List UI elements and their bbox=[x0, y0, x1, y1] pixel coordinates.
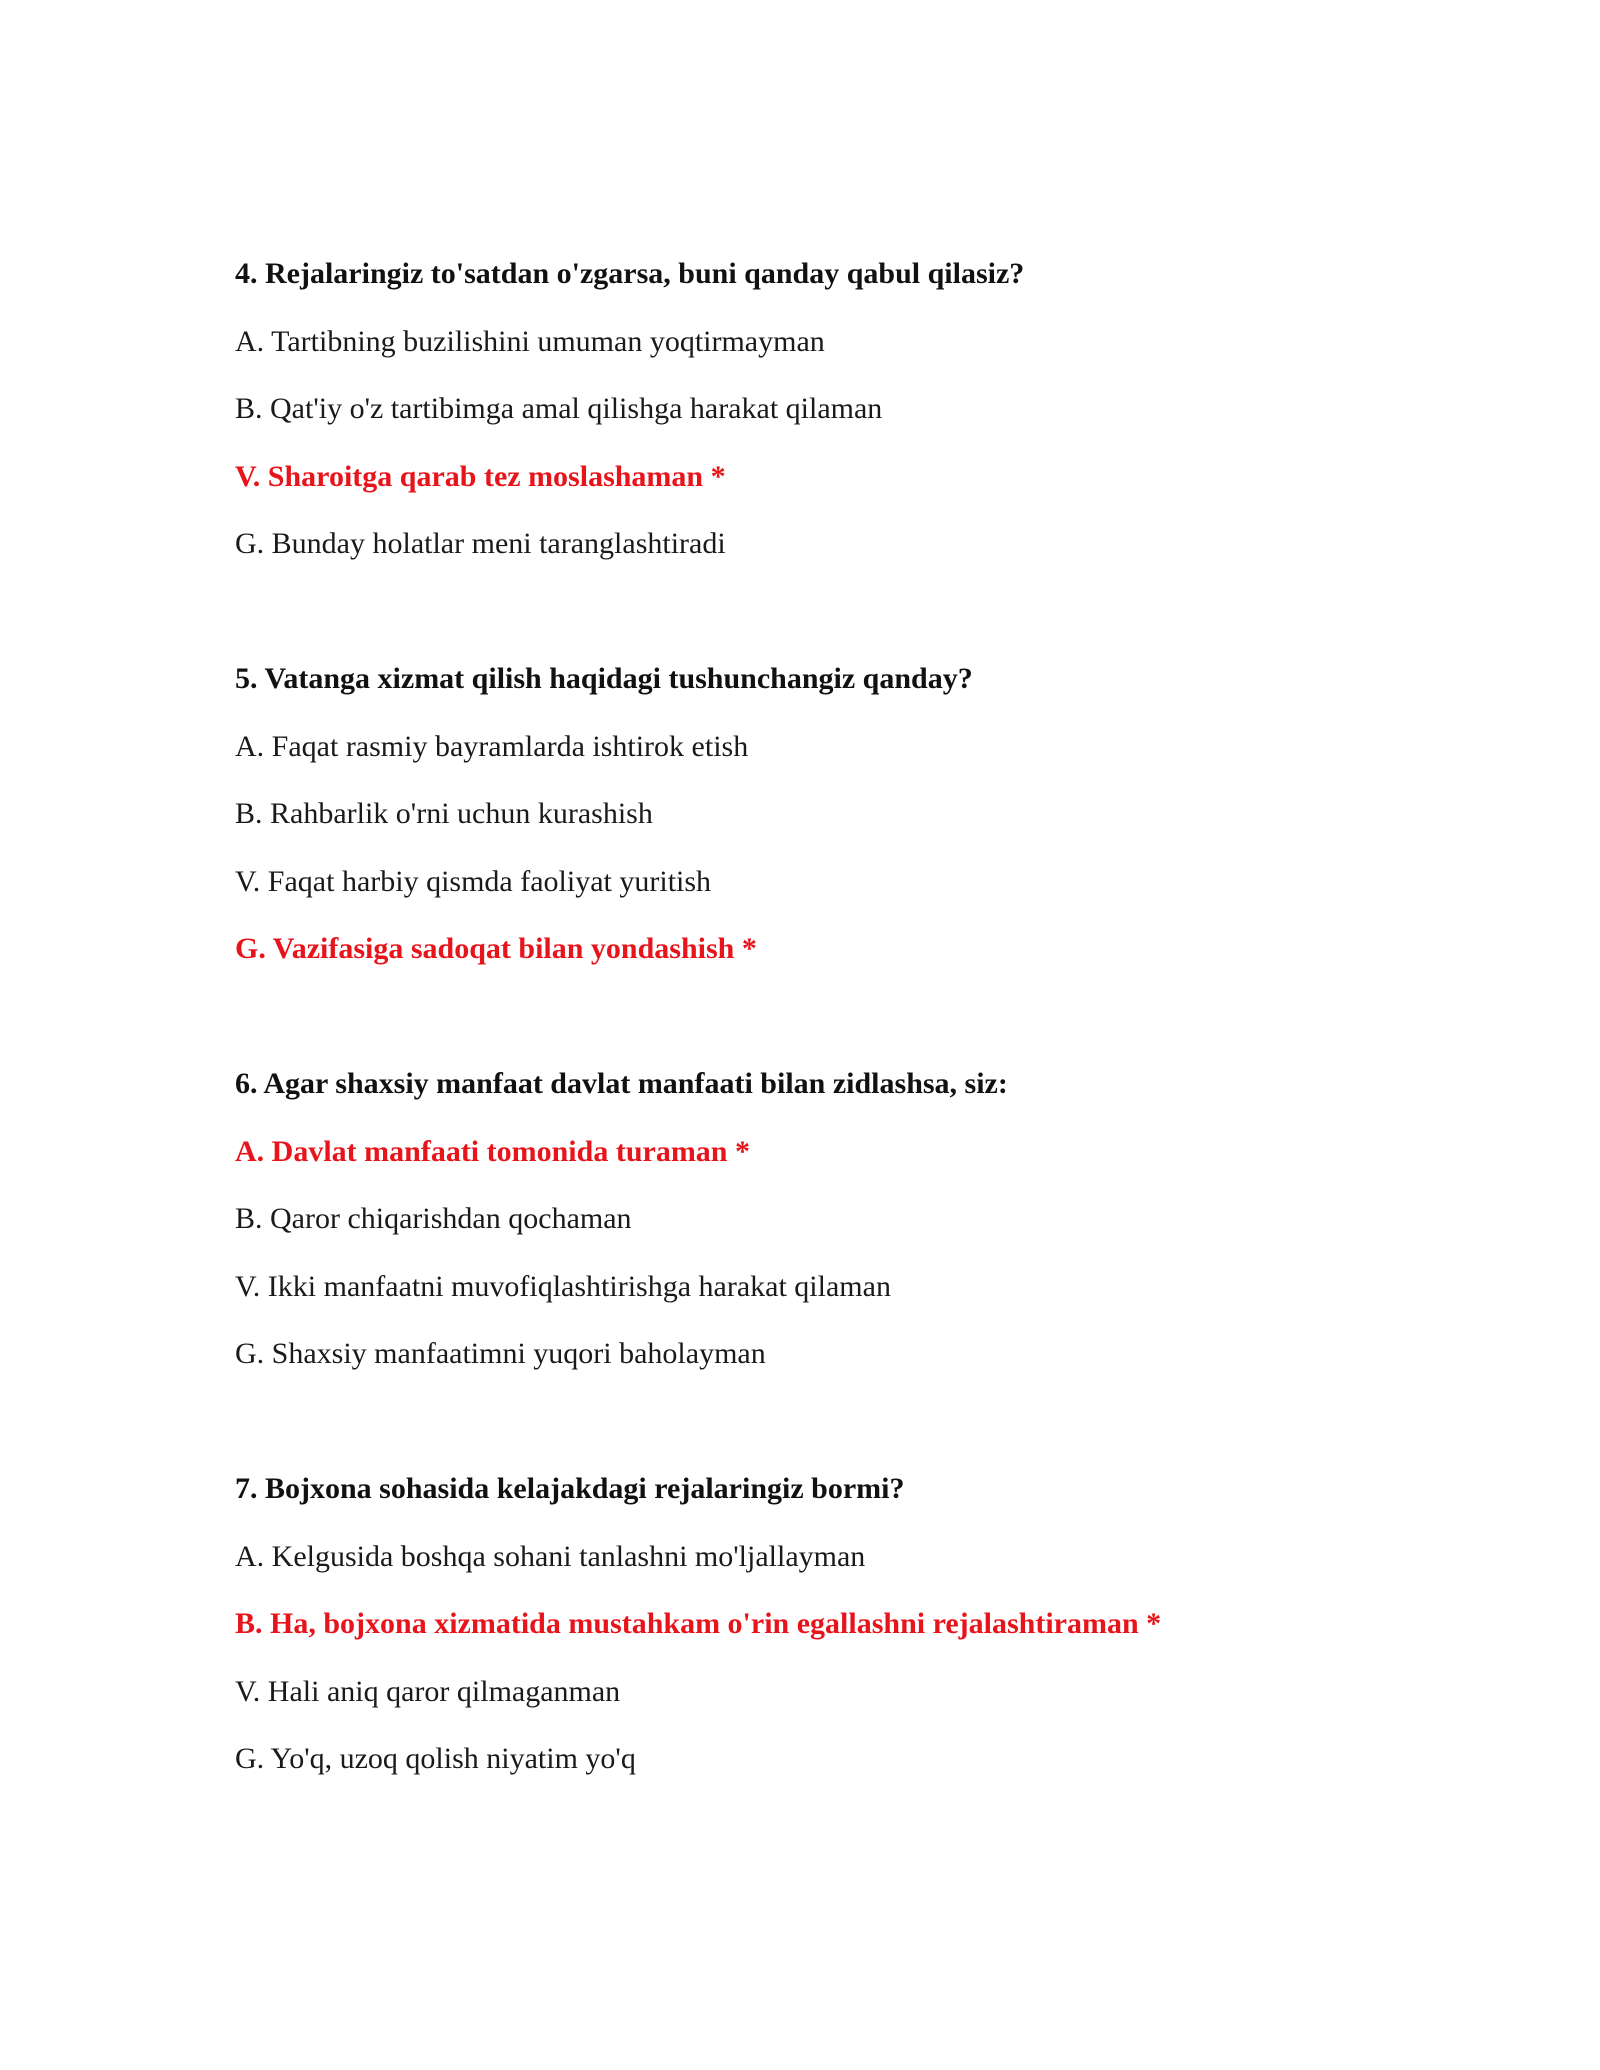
question-title: 5. Vatanga xizmat qilish haqidagi tushunchangiz qanday? bbox=[235, 662, 973, 695]
question-title: 7. Bojxona sohasida kelajakdagi rejalaringiz bormi? bbox=[235, 1472, 905, 1505]
answer-option: V. Hali aniq qaror qilmaganman bbox=[235, 1675, 621, 1708]
answer-option: A. Kelgusida boshqa sohani tanlashni mo'ljallayman bbox=[235, 1540, 866, 1573]
answer-option: B. Rahbarlik o'rni uchun kurashish bbox=[235, 797, 653, 830]
answer-option: G. Yo'q, uzoq qolish niyatim yo'q bbox=[235, 1742, 636, 1775]
question-title: 4. Rejalaringiz to'satdan o'zgarsa, buni qanday qabul qilasiz? bbox=[235, 257, 1025, 290]
answer-option: G. Bunday holatlar meni taranglashtiradi bbox=[235, 527, 726, 560]
answer-option: V. Faqat harbiy qismda faoliyat yuritish bbox=[235, 865, 712, 898]
answer-option: B. Qat'iy o'z tartibimga amal qilishga harakat qilaman bbox=[235, 392, 883, 425]
answer-option: B. Qaror chiqarishdan qochaman bbox=[235, 1202, 632, 1235]
answer-option: G. Shaxsiy manfaatimni yuqori baholayman bbox=[235, 1337, 766, 1370]
answer-option-correct: A. Davlat manfaati tomonida turaman * bbox=[235, 1135, 750, 1168]
question-title: 6. Agar shaxsiy manfaat davlat manfaati bilan zidlashsa, siz: bbox=[235, 1067, 1008, 1100]
answer-option: A. Faqat rasmiy bayramlarda ishtirok etish bbox=[235, 730, 749, 763]
answer-option: V. Ikki manfaatni muvofiqlashtirishga harakat qilaman bbox=[235, 1270, 891, 1303]
answer-option-correct: G. Vazifasiga sadoqat bilan yondashish * bbox=[235, 932, 757, 965]
answer-option: A. Tartibning buzilishini umuman yoqtirmayman bbox=[235, 325, 825, 358]
answer-option-correct: V. Sharoitga qarab tez moslashaman * bbox=[235, 460, 726, 493]
answer-option-correct: B. Ha, bojxona xizmatida mustahkam o'rin egallashni rejalashtiraman * bbox=[235, 1607, 1162, 1640]
